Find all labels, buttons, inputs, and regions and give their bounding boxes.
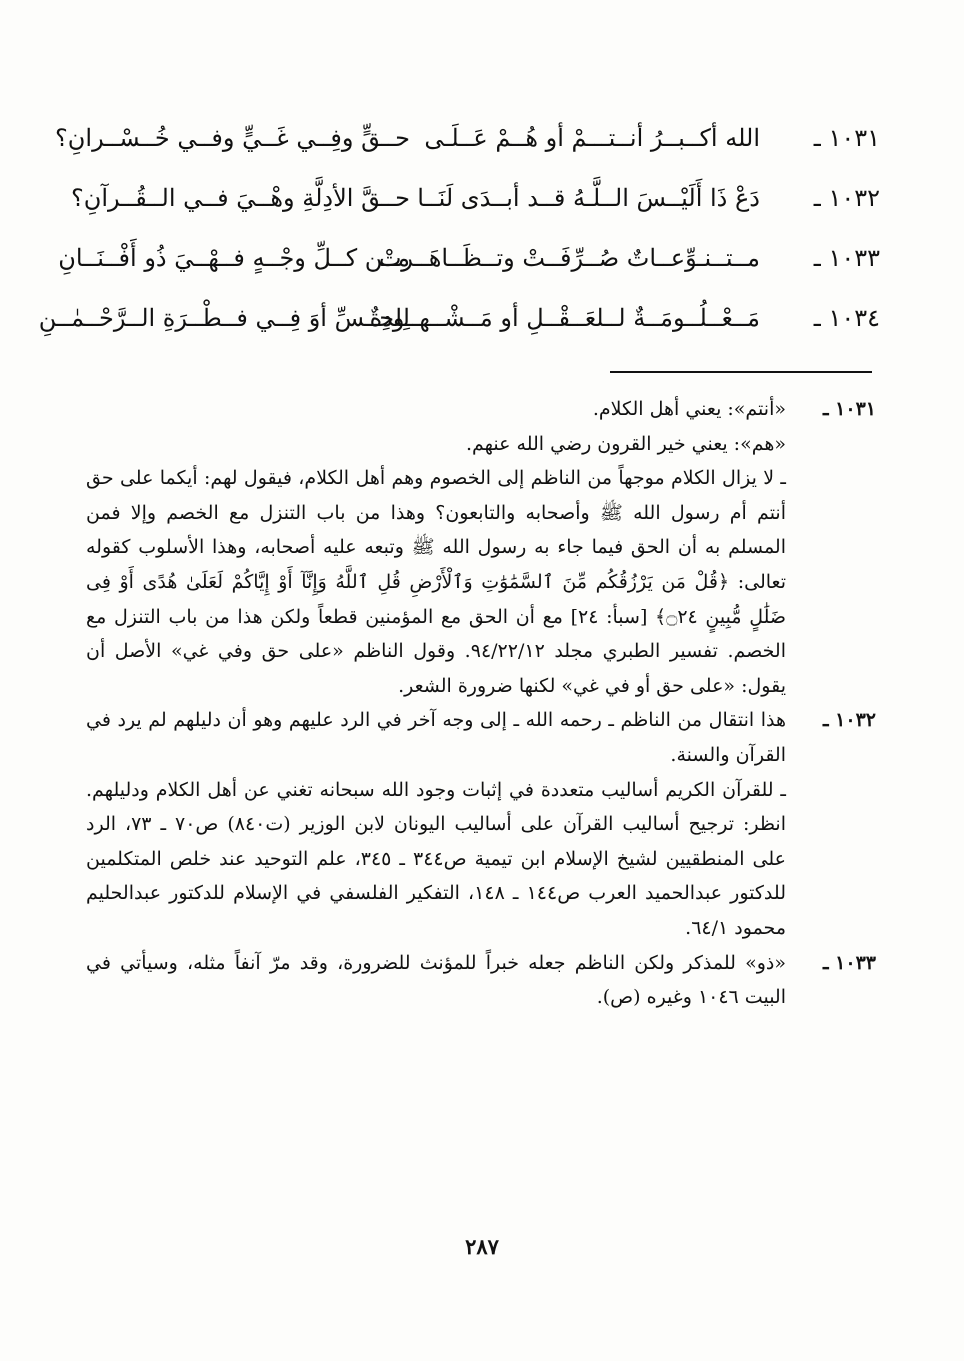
footnote-paragraph: «هم»: يعني خير القرون رضي الله عنهم.: [465, 432, 786, 455]
verse-second-hemistich: حــقٍّ وفِــي غَــيٍّ وفــي خُــسْــرانِ؟: [55, 124, 410, 152]
verse-line: [38, 288, 880, 348]
footnote-paragraph: ـ لا يزال الكلام موجهاً من الناظم إلى الخصوم وهم أهل الكلام، فيقول لهم: أيكما على حق أنتم أم رسول الله ﷺ وأصحابه والتابعون؟ وهذا من باب التنزل مع الخصم وإلا فمن المسلم به أن الحق فيما جاء به رسول الله ﷺ وتبعه عليه أصحابه، وهذا الأسلوب كقوله تعالى: ﴿قُلْ مَن يَرْزُقُكُم مِّنَ ٱلسَّمَٰوَٰتِ وَٱلْأَرْضِ قُلِ ٱللَّهُ وَإِنَّآ أَوْ إِيَّاكُمْ لَعَلَىٰ هُدًى أَوْ فِى ضَلَٰلٍ مُّبِينٍ ۝٢٤﴾ [سبأ: ٢٤] مع أن الحق مع المؤمنين قطعاً ولكن هذا من باب التنزل مع الخصم. تفسير الطبري مجلد ٩٤/٢٢/١٢. وقول الناظم «على حق وفي غي» الأصل أن يقول: «على حق أو في غي» لكنها ضرورة الشعر.: [86, 467, 787, 697]
footnote-body: [86, 703, 786, 945]
footnote: [86, 703, 876, 945]
verse-second-hemistich: مِــن كــلِّ وجْــهٍ فــهْــيَ ذُو أَفْــنَــانِ: [58, 244, 410, 272]
verse-number: ١٠٣١ ـ: [813, 124, 880, 152]
footnote-paragraph: هذا انتقال من الناظم ـ رحمه الله ـ إلى وجه آخر في الرد عليهم وهو أن دليلهم لم يرد في القرآن والسنة.: [86, 709, 786, 766]
footnote-body: [86, 392, 786, 703]
footnote: [86, 946, 876, 1015]
footnote-paragraph: ـ للقرآن الكريم أساليب متعددة في إثبات وجود الله سبحانه تغني عن أهل الكلام ودليلهم. انظر: ترجيح أساليب القرآن على أساليب اليونان لابن الوزير (ت٨٤٠) ص٧٠ ـ ٧٣، الرد على المنطقيين لشيخ الإسلام ابن تيمية ص٣٤٤ ـ ٣٤٥، علم التوحيد عند خلص المتكلمين للدكتور عبدالحميد العرب ص١٤٤ ـ ١٤٨، التفكير الفلسفي في الإسلام للدكتور عبدالحليم محمود ٦٤/١.: [86, 778, 786, 939]
poem-verses: [38, 108, 880, 348]
verse-line: [55, 108, 880, 168]
footnote-number: ١٠٣٢ ـ: [822, 709, 876, 732]
verse-first-hemistich: دَعْ ذَا أَلَيْــسَ الــلَّـهُ قــد أبــدَى لَنَــا: [417, 184, 760, 212]
footnote-body: [86, 946, 786, 1015]
verse-number: ١٠٣٢ ـ: [813, 184, 880, 212]
footnote-paragraph: «أنتم»: يعني أهل الكلام.: [592, 398, 786, 420]
footnote-paragraph: «ذو» للمذكر ولكن الناظم جعله خبراً للمؤنث للضرورة، وقد مرّ آنفاً مثله، وسيأتي في البيت ١٠٤٦ وغيره (ص).: [86, 951, 786, 1009]
verse-number: ١٠٣٤ ـ: [813, 304, 880, 332]
footnote-divider: [610, 371, 872, 373]
verse-line: [58, 228, 880, 288]
verse-second-hemistich: لِلحِــسِّ أوَ فِــي فــطْــرَةِ الــرَّحْــمٰــنِ: [38, 304, 410, 332]
footnote-number: ١٠٣٣ ـ: [822, 951, 876, 974]
verse-number: ١٠٣٣ ـ: [813, 244, 880, 272]
verse-first-hemistich: مَــعْــلُــومَــةٌ لــلعَــقْــلِ أو مَــشْــهــودةٌ: [369, 304, 760, 332]
footnotes: [86, 392, 876, 1015]
verse-line: [70, 168, 880, 228]
verse-first-hemistich: الله أكــبــرُ أنــتـــمْ أو هُــمْ عَــلَـى: [424, 124, 760, 152]
footnote-number: ١٠٣١ ـ: [822, 398, 876, 420]
footnote: [86, 392, 876, 703]
page-number: ٢٨٧: [465, 1234, 499, 1259]
verse-first-hemistich: مــتــنـوِّعــاتٌ صُــرِّفَــتْ وتــظَــاهَــرتْ: [378, 244, 760, 272]
verse-second-hemistich: حــقَّ الأدِلَّةِ وهْــيَ فــي الــقُــرآنِ؟: [70, 184, 410, 212]
